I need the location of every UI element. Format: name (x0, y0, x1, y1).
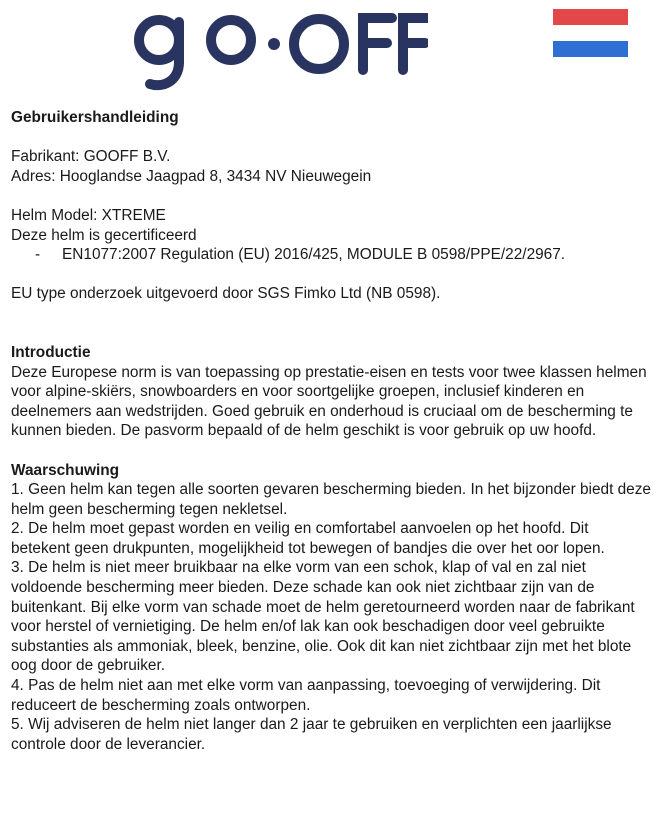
warning-item: 1. Geen helm kan tegen alle soorten gevaren bescherming bieden. In het bijzonder biedt deze helm geen bescherming tegen nekletsel. (11, 481, 651, 518)
gooff-logo (128, 8, 428, 94)
eu-exam-line: EU type onderzoek uitgevoerd door SGS Fimko Ltd (NB 0598). (11, 285, 441, 303)
manufacturer-line: Fabrikant: GOOFF B.V. (11, 148, 171, 166)
warning-item: 4. Pas de helm niet aan met elke vorm van aanpassing, toevoeging of verwijdering. Dit reduceert de bescherming zoals ontworpen. (11, 677, 601, 714)
certification-bullet (35, 245, 651, 265)
model-line: Helm Model: XTREME (11, 206, 166, 224)
certified-line: Deze helm is gecertificeerd (11, 226, 197, 244)
certification-text: EN1077:2007 Regulation (EU) 2016/425, MODULE B 0598/PPE/22/2967. (62, 246, 566, 264)
intro-heading: Introductie (11, 343, 91, 361)
netherlands-flag-icon (553, 9, 628, 57)
warning-item: 5. Wij adviseren de helm niet langer dan 2 jaar te gebruiken en verplichten een jaarlijkse controle door de leverancier. (11, 716, 612, 753)
warning-item: 3. De helm is niet meer bruikbaar na elke vorm van een schok, klap of val en zal niet voldoende bescherming meer bieden. Deze schade kan ook niet zichtbaar zijn van de buitenkant. Bij elke vorm van schade moet de helm geretourneerd worden naar de fabrikant voor herstel of vernietiging. De helm en/of lak kan ook beschadigen door veel gebruikte substanties als ammoniak, bleek, benzine, olie. Ook dit kan niet zichtbaar zijn met het blote oog door de gebruiker. (11, 559, 635, 675)
warning-item: 2. De helm moet gepast worden en veilig en comfortabel aanvoelen op het hoofd. Dit betekent geen drukpunten, mogelijkheid tot bewegen of bandjes die over het oor lopen. (11, 520, 605, 557)
manual-content (11, 108, 651, 754)
bullet-dash: - (35, 246, 41, 264)
document-title: Gebruikershandleiding (11, 109, 179, 126)
address-line: Adres: Hooglandse Jaagpad 8, 3434 NV Nieuwegein (11, 167, 372, 185)
warning-heading: Waarschuwing (11, 461, 120, 479)
intro-text: Deze Europese norm is van toepassing op prestatie-eisen en tests voor twee klassen helmen voor alpine-skiërs, snowboarders en voor soortgelijke groepen, inclusief kinderen en deelnemers aan wedstrijden. Goed gebruik en onderhoud is cruciaal om de bescherming te kunnen bieden. De pasvorm bepaald of de helm geschikt is voor gebruik op uw hoofd. (11, 363, 647, 440)
